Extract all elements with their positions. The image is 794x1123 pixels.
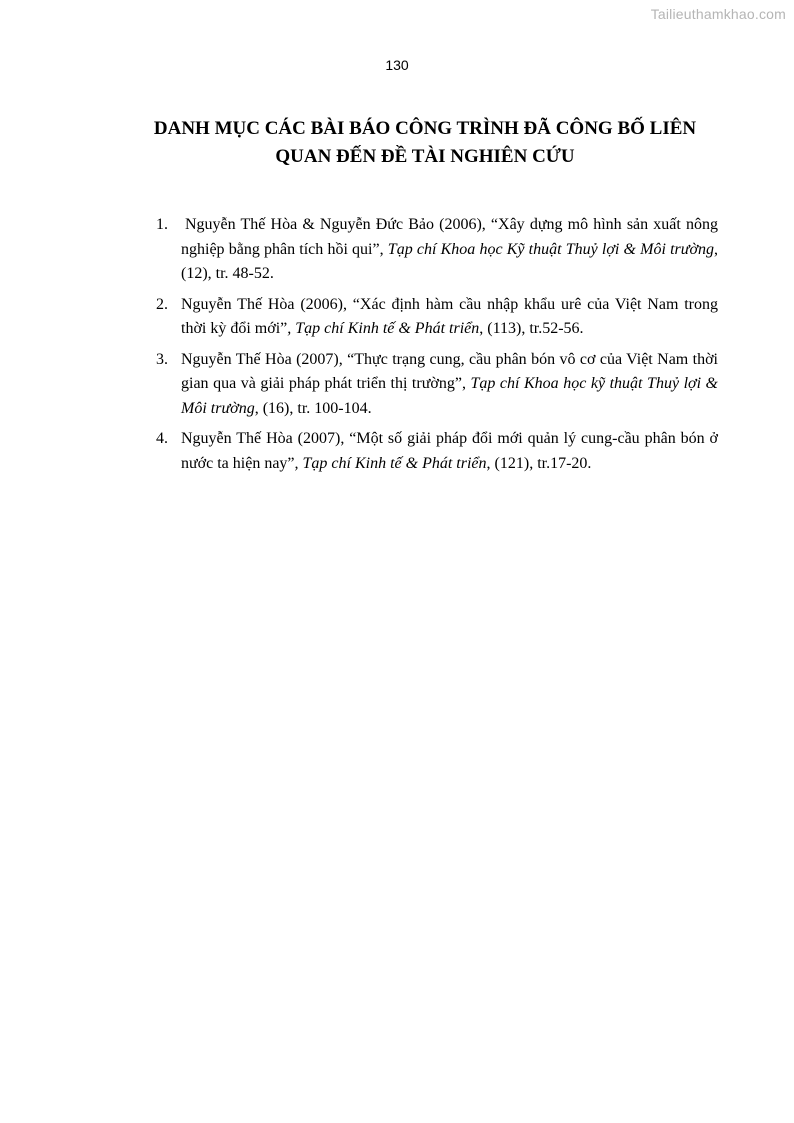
reference-text (181, 348, 718, 422)
reference-number: 4. (156, 430, 168, 447)
reference-authors-title: Nguyễn Thế Hòa (2006), “Xác định hàm cầu nhập khẩu urê của Việt Nam trong thời kỳ đổi mới” (181, 295, 718, 337)
reference-journal: , Tạp chí Kinh tế & Phát triển (294, 454, 487, 472)
reference-authors-title: Nguyễn Thế Hòa & Nguyễn Đức Bảo (2006), “Xây dựng mô hình sản xuất nông nghiệp bằng phân tích hồi qui”, (181, 216, 718, 258)
reference-issue-pages: , (121), tr.17-20. (486, 454, 592, 472)
watermark-text: Tailieuthamkhao.com (650, 6, 786, 22)
reference-number: 3. (156, 350, 168, 368)
reference-text (181, 427, 718, 476)
reference-item (156, 213, 718, 287)
reference-number: 2. (156, 295, 168, 313)
reference-journal: , Tạp chí Kinh tế & Phát triển (287, 320, 480, 337)
reference-authors-title: Nguyễn Thế Hòa (2007), “Một số giải pháp đổi mới quản lý cung-cầu phân bón ở nước ta hiện nay” (181, 430, 718, 472)
page-title (60, 115, 790, 171)
reference-issue-pages: , (16), tr. 100-104. (254, 399, 372, 417)
page-title-line-1: DANH MỤC CÁC BÀI BÁO CÔNG TRÌNH ĐÃ CÔNG BỐ LIÊN (153, 118, 697, 139)
reference-item (156, 348, 718, 422)
reference-issue-pages: , (113), tr.52-56. (479, 320, 584, 337)
reference-item (156, 293, 718, 342)
page-number: 130 (385, 57, 409, 73)
reference-journal: Tạp chí Khoa học Kỹ thuật Thuỷ lợi & Môi trường (387, 240, 715, 258)
reference-text (181, 213, 718, 287)
reference-item (156, 427, 718, 476)
reference-journal: Tạp chí Khoa học kỹ thuật Thuỷ lợi & Môi trường (181, 375, 719, 417)
page-title-line-2: QUAN ĐẾN ĐỀ TÀI NGHIÊN CỨU (275, 146, 575, 167)
reference-list (156, 213, 718, 482)
reference-issue-pages: , (12), tr. 48-52. (181, 240, 719, 282)
reference-text (181, 293, 718, 342)
reference-authors-title: Nguyễn Thế Hòa (2007), “Thực trạng cung, cầu phân bón vô cơ của Việt Nam thời gian qua và giải pháp phát triển thị trường”, (181, 350, 718, 392)
reference-number: 1. (156, 216, 168, 233)
